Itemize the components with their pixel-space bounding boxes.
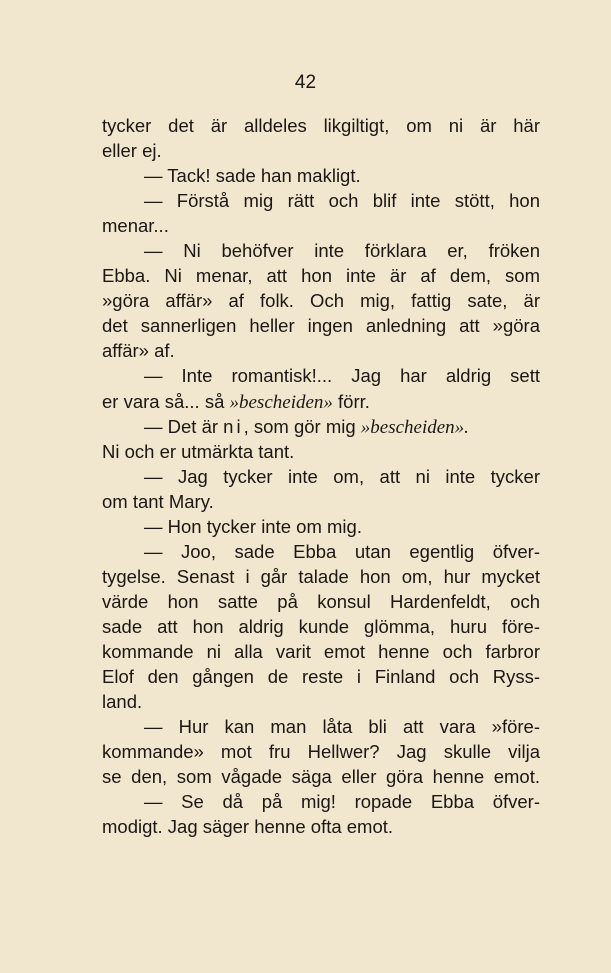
text-line: Ni och er utmärkta tant. [102, 440, 295, 462]
text-line: det sannerligen heller ingen anledning att »göra [102, 315, 540, 337]
text-line: om tant Mary. [102, 490, 214, 512]
text-line: modigt. Jag säger henne ofta emot. [102, 816, 394, 838]
text-line: värde hon satte på konsul Hardenfeldt, och [102, 590, 540, 612]
text-line: — Hur kan man låta bli att vara »före- [144, 716, 540, 738]
text-line: — Joo, sade Ebba utan egentlig öfver- [144, 540, 540, 562]
italic-word: »bescheiden». [360, 416, 469, 438]
italic-word: »bescheiden» [229, 391, 333, 413]
text-line: — Ni behöfver inte förklara er, fröken [144, 240, 540, 262]
text-line: — Hon tycker inte om mig. [144, 515, 362, 537]
text-line: se den, som vågade säga eller göra henne emot. [102, 766, 540, 788]
text-line: land. [102, 691, 143, 713]
text-segment: förr. [338, 390, 370, 412]
text-line [102, 414, 540, 439]
text-line: tygelse. Senast i går talade hon om, hur mycket [102, 565, 540, 587]
text-line [102, 389, 540, 414]
text-line: Ebba. Ni menar, att hon inte är af dem, som [102, 265, 540, 287]
text-line: — Se då på mig! ropade Ebba öfver- [144, 791, 540, 813]
text-line: — Inte romantisk!... Jag har aldrig sett [144, 365, 540, 387]
text-line: kommande ni alla varit emot henne och farbror [102, 640, 540, 662]
text-line: affär» af. [102, 340, 175, 362]
text-segment: , som gör mig [243, 415, 356, 437]
text-line: — Jag tycker inte om, att ni inte tycker [144, 465, 540, 487]
text-line: — Förstå mig rätt och blif inte stött, hon [144, 190, 540, 212]
spaced-word: ni [223, 415, 244, 437]
text-line: sade att hon aldrig kunde glömma, huru före- [102, 615, 540, 637]
text-segment: er vara så... så [102, 390, 225, 412]
text-line: menar... [102, 215, 169, 237]
page-number: 42 [294, 72, 317, 93]
text-line: kommande» mot fru Hellwer? Jag skulle vilja [102, 741, 540, 763]
text-line: »göra affär» af folk. Och mig, fattig sate, är [102, 290, 540, 312]
text-line: tycker det är alldeles likgiltigt, om ni är här [102, 115, 540, 136]
text-segment: — Det är [144, 415, 219, 437]
body-text [102, 113, 540, 839]
text-line: — Tack! sade han makligt. [144, 165, 361, 187]
text-line: Elof den gången de reste i Finland och Ryss- [102, 666, 540, 688]
text-line: eller ej. [102, 140, 162, 162]
